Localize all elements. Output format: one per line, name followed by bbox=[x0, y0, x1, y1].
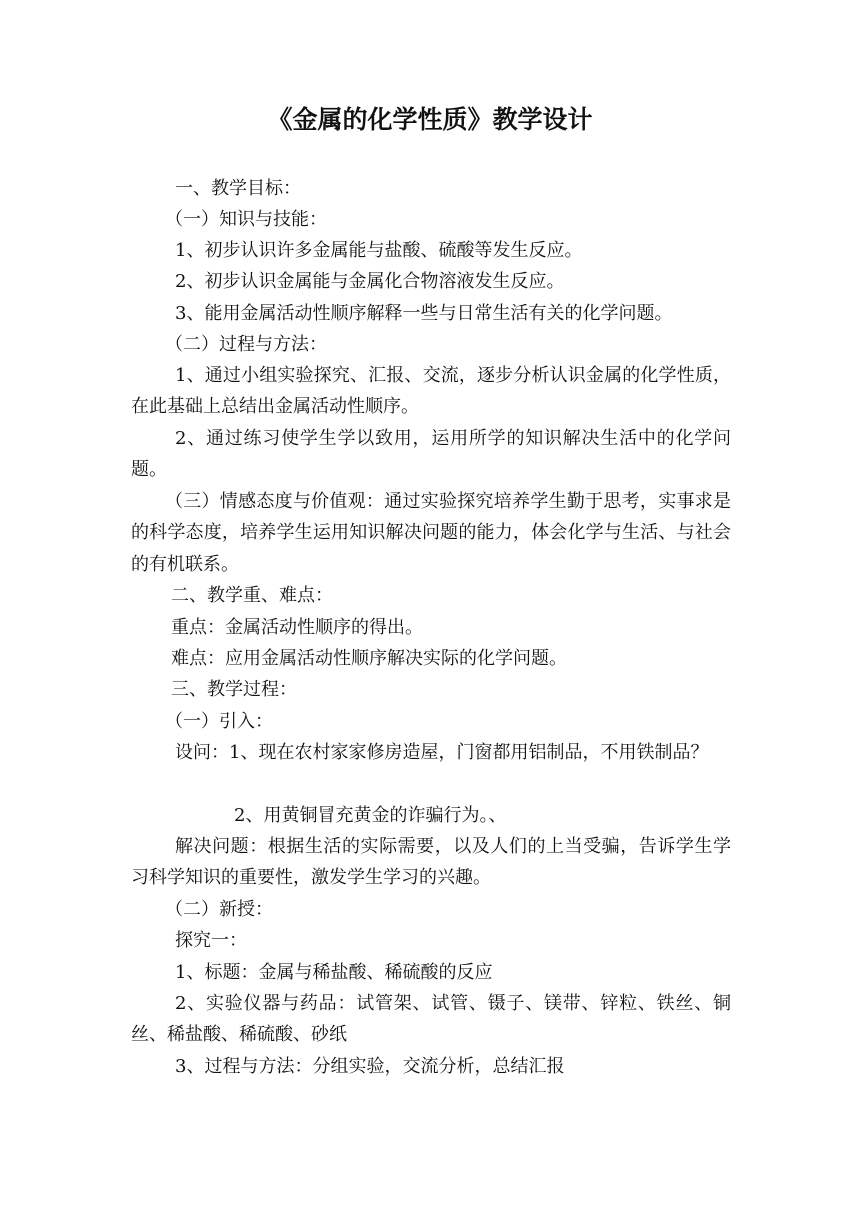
new-teaching-heading: （二）新授： bbox=[165, 899, 273, 920]
solve-paragraph: 解决问题：根据生活的实际需要，以及人们的上当受骗，告诉学生学习科学知识的重要性，激发学生学习的兴趣。 bbox=[131, 836, 731, 889]
objectives-heading: 一、教学目标： bbox=[175, 178, 301, 199]
knowledge-item-1: 1、初步认识许多金属能与盐酸、硫酸等发生反应。 bbox=[175, 240, 583, 261]
process-item-2: 2、通过练习使学生学以致用，运用所学的知识解决生活中的化学问题。 bbox=[131, 428, 731, 481]
explore-item-3: 3、过程与方法：分组实验，交流分析，总结汇报 bbox=[175, 1056, 565, 1077]
explore-item-2: 2、实验仪器与药品：试管架、试管、镊子、镁带、锌粒、铁丝、铜丝、稀盐酸、稀硫酸、砂纸 bbox=[131, 993, 731, 1046]
emotion-paragraph: （三）情感态度与价值观：通过实验探究培养学生勤于思考，实事求是的科学态度，培养学生运用知识解决问题的能力，体会化学与生活、与社会的有机联系。 bbox=[131, 491, 731, 575]
difficult-point: 难点：应用金属活动性顺序解决实际的化学问题。 bbox=[171, 648, 567, 669]
document-title: 《金属的化学性质》教学设计 bbox=[267, 105, 593, 134]
explore-item-1: 1、标题：金属与稀盐酸、稀硫酸的反应 bbox=[175, 962, 493, 983]
knowledge-item-3: 3、能用金属活动性顺序解释一些与日常生活有关的化学问题。 bbox=[175, 303, 673, 324]
question-2: 2、用黄铜冒充黄金的诈骗行为。、 bbox=[234, 805, 507, 826]
explore-heading: 探究一： bbox=[175, 930, 247, 951]
intro-heading: （一）引入： bbox=[165, 711, 273, 732]
key-point: 重点：金属活动性顺序的得出。 bbox=[171, 617, 423, 638]
teaching-process-heading: 三、教学过程： bbox=[171, 679, 297, 700]
process-item-1: 1、通过小组实验探究、汇报、交流，逐步分析认识金属的化学性质，在此基础上总结出金属活动性顺序。 bbox=[131, 365, 731, 418]
question-1: 设问：1、现在农村家家修房造屋，门窗都用铝制品，不用铁制品？ bbox=[175, 742, 709, 763]
knowledge-item-2: 2、初步认识金属能与金属化合物溶液发生反应。 bbox=[175, 271, 565, 292]
process-heading: （二）过程与方法： bbox=[165, 334, 327, 355]
key-points-heading: 二、教学重、难点： bbox=[171, 585, 333, 606]
knowledge-heading: （一）知识与技能： bbox=[165, 209, 327, 230]
